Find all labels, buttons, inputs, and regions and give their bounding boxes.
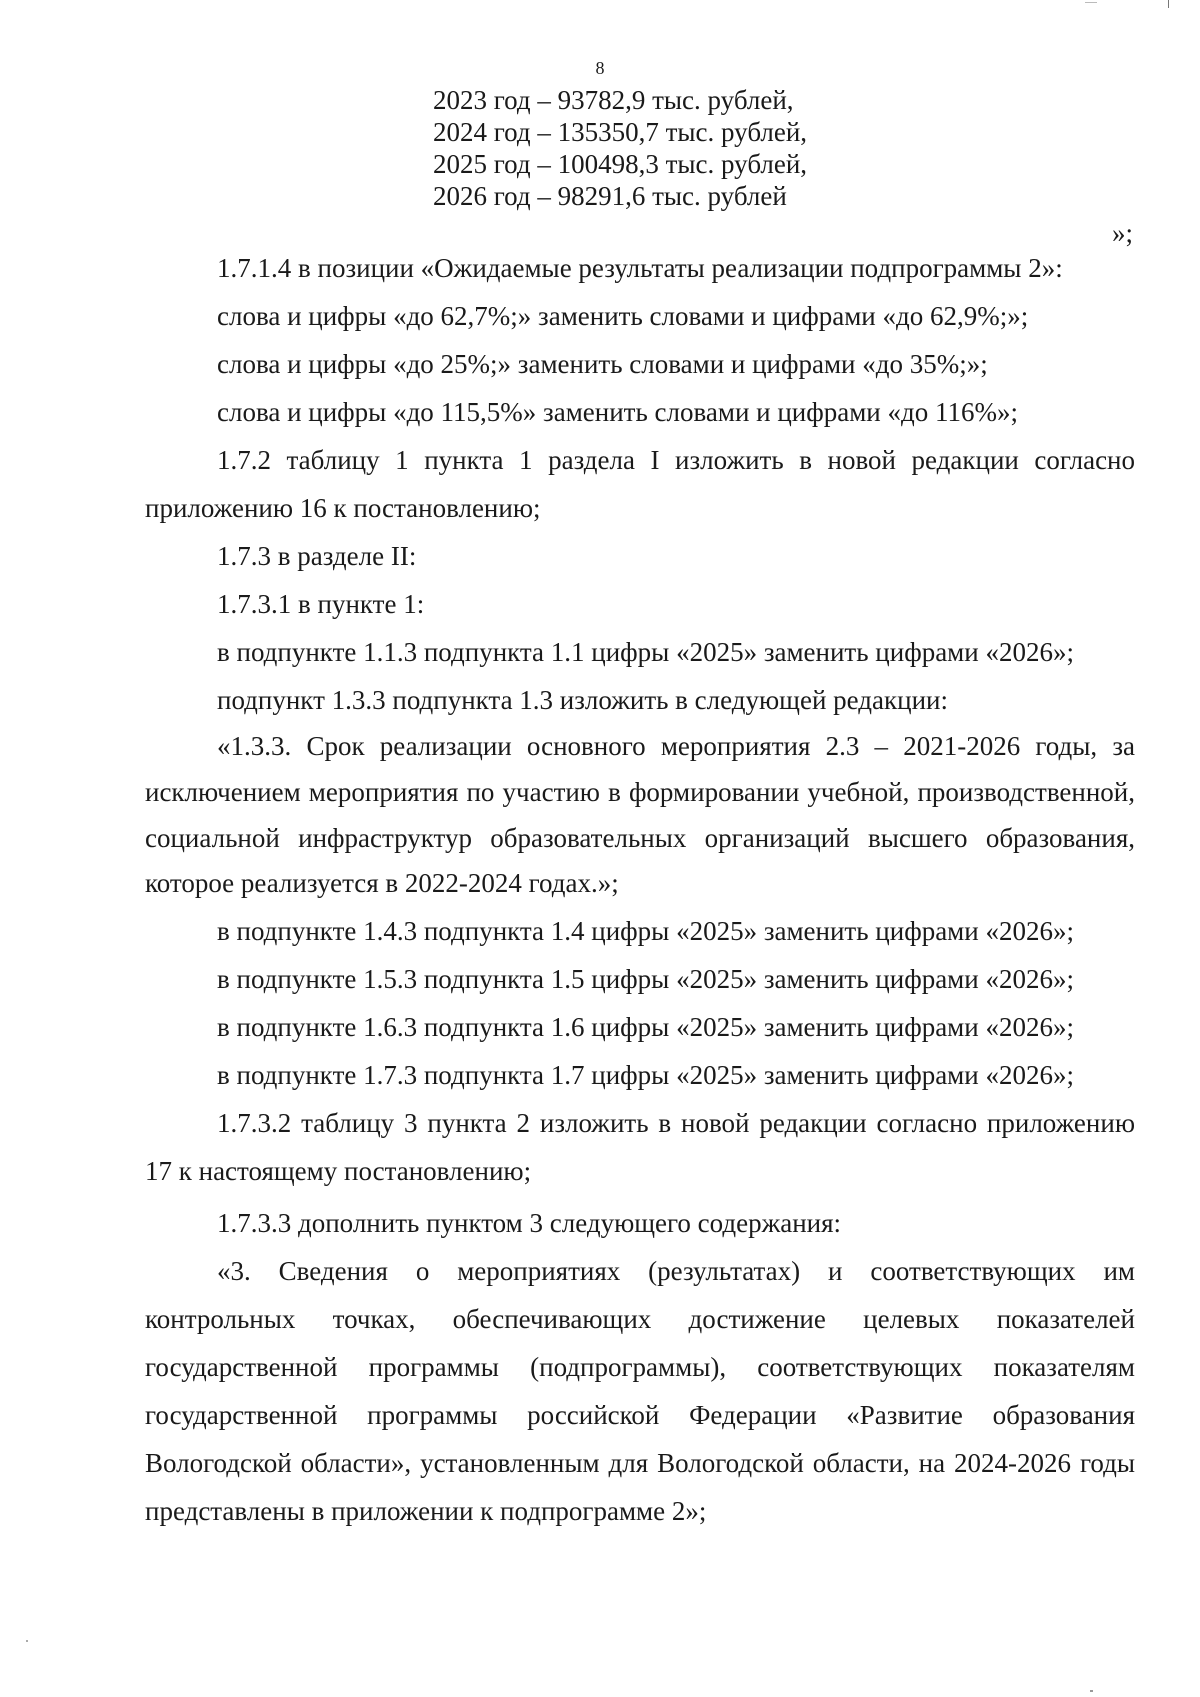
page-number: 8 (595, 58, 605, 78)
paragraph-replace-62: слова и цифры «до 62,7%;» заменить словами и цифрами «до 62,9%;»; (217, 301, 1029, 331)
funding-line-2025: 2025 год – 100498,3 тыс. рублей, (433, 149, 808, 179)
paragraph-subitem-1-7-3: в подпункте 1.7.3 подпункта 1.7 цифры «2025» заменить цифрами «2026»; (217, 1060, 1074, 1091)
funding-line-2024: 2024 год – 135350,7 тыс. рублей, (433, 117, 808, 147)
scan-mark-top-right-dots (1085, 2, 1097, 3)
paragraph-subitem-1-3-3: подпункт 1.3.3 подпункта 1.3 изложить в следующей редакции: (217, 685, 948, 715)
funding-line-2026: 2026 год – 98291,6 тыс. рублей (433, 181, 787, 211)
paragraph-replace-25: слова и цифры «до 25%;» заменить словами и цифрами «до 35%;»; (217, 349, 988, 379)
paragraph-1-7-3-2: 1.7.3.2 таблицу 3 пункта 2 изложить в новой редакции согласно приложению 17 к настоящему постановлению; (145, 1108, 1135, 1187)
funding-line-2023: 2023 год – 93782,9 тыс. рублей, (433, 85, 794, 115)
paragraph-1-7-3-1: 1.7.3.1 в пункте 1: (217, 589, 425, 619)
closing-quote-mark: »; (1112, 218, 1134, 248)
paragraph-1-7-3: 1.7.3 в разделе II: (217, 541, 417, 571)
paragraph-quote-3: «3. Сведения о мероприятиях (результатах) и соответствующих им контрольных точках, обеспечивающих достижение целевых показателей государственной программы (подпрограммы), соответствующих показателям государственной программы российской Федерации «Развитие образования Вологодской области», установленным для Вологодской области, на 2024-2026 годы представлены в приложении к подпрограмме 2»; (145, 1256, 1135, 1527)
scan-mark-bottom-right (1090, 1690, 1093, 1692)
paragraph-subitem-1-4-3: в подпункте 1.4.3 подпункта 1.4 цифры «2025» заменить цифрами «2026»; (217, 916, 1074, 947)
paragraph-replace-115: слова и цифры «до 115,5%» заменить словами и цифрами «до 116%»; (217, 397, 1018, 427)
paragraph-1-7-2: 1.7.2 таблицу 1 пункта 1 раздела I изложить в новой редакции согласно приложению 16 к постановлению; (145, 445, 1135, 523)
paragraph-subitem-1-6-3: в подпункте 1.6.3 подпункта 1.6 цифры «2025» заменить цифрами «2026»; (217, 1012, 1074, 1043)
paragraph-1-7-1-4: 1.7.1.4 в позиции «Ожидаемые результаты реализации подпрограммы 2»: (217, 253, 1063, 283)
paragraph-subitem-1-5-3: в подпункте 1.5.3 подпункта 1.5 цифры «2025» заменить цифрами «2026»; (217, 964, 1074, 995)
paragraph-quote-1-3-3: «1.3.3. Срок реализации основного мероприятия 2.3 – 2021-2026 годы, за исключением мероприятия по участию в формировании учебной, производственной, социальной инфраструктур образовательных организаций высшего образования, которое реализуется в 2022-2024 годах.»; (145, 731, 1135, 899)
scan-mark-bottom-left (26, 1640, 28, 1642)
document-body (145, 244, 1135, 1535)
paragraph-1-7-3-3: 1.7.3.3 дополнить пунктом 3 следующего содержания: (217, 1208, 842, 1239)
paragraph-subitem-1-1-3: в подпункте 1.1.3 подпункта 1.1 цифры «2025» заменить цифрами «2026»; (217, 637, 1074, 667)
scan-mark-top-right (1168, 0, 1169, 8)
funding-block (433, 84, 807, 212)
